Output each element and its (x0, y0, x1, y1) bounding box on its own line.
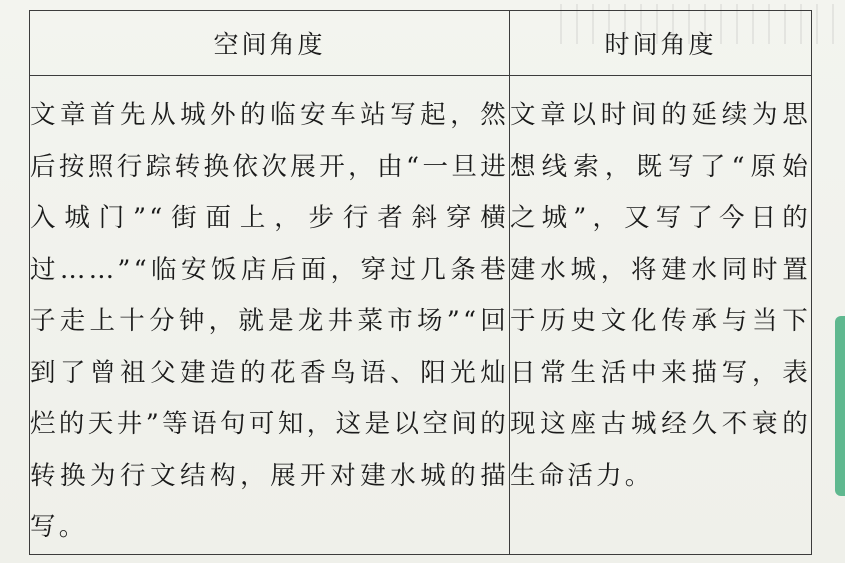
comparison-table (29, 10, 812, 555)
header-spatial-angle: 空间角度 (30, 11, 510, 76)
header-temporal-angle: 时间角度 (510, 11, 812, 76)
cell-spatial-analysis: 文章首先从城外的临安车站写起，然后按照行踪转换依次展开，由“一旦进入城门”“街面上，步行者斜穿横过……”“临安饭店后面，穿过几条巷子走上十分钟，就是龙井菜市场”“回到了曾祖父建造的花香鸟语、阳光灿烂的天井”等语句可知，这是以空间的转换为行文结构，展开对建水城的描写。 (30, 76, 510, 555)
header-row (30, 11, 812, 76)
content-row (30, 76, 812, 555)
side-tab (835, 316, 845, 496)
cell-temporal-analysis: 文章以时间的延续为思想线索，既写了“原始之城”，又写了今日的建水城，将建水同时置于历史文化传承与当下日常生活中来描写，表现这座古城经久不衰的生命活力。 (510, 76, 812, 555)
